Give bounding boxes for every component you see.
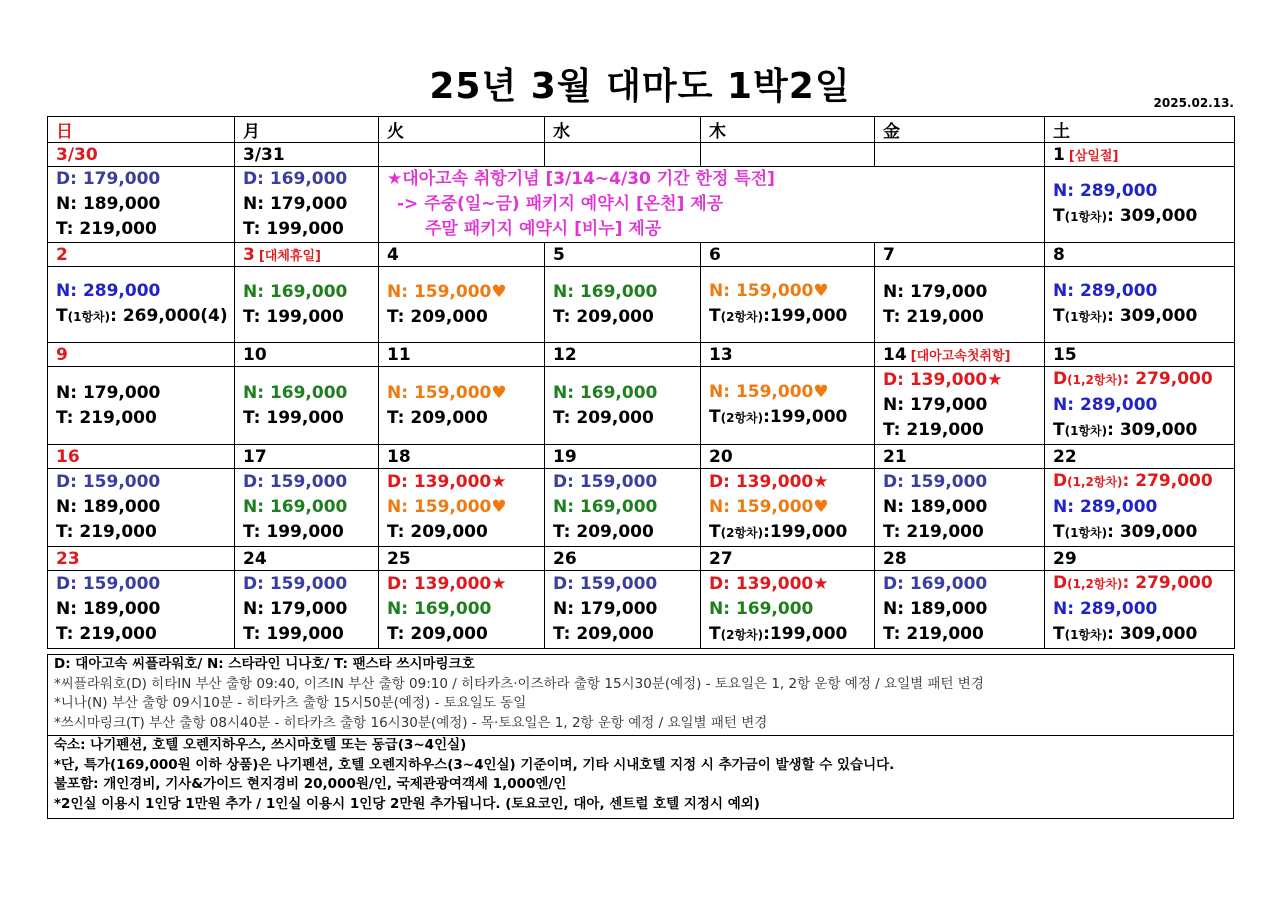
- price-line: T: 199,000: [243, 219, 344, 239]
- promo-notice: [379, 167, 1045, 243]
- price-line: N: 289,000: [1053, 181, 1158, 201]
- price-value: : 309,000: [1107, 206, 1198, 226]
- day-number: 7: [875, 243, 1045, 267]
- price-cell: [48, 469, 235, 547]
- price-line: N: 169,000: [553, 497, 658, 517]
- price-cell: [235, 367, 379, 445]
- weekday-header-row: [48, 117, 1235, 143]
- price-line: N: 169,000: [243, 281, 348, 302]
- price-line: T: 209,000: [553, 522, 654, 542]
- legend-line: *씨플라워호(D) 히타IN 부산 출항 09:40, 이즈IN 부산 출항 09:10 / 히타카츠·이즈하라 출항 15시30분(예정) - 토요일은 1, 2항 운항 예정 / 요일별 패턴 변경: [54, 675, 984, 692]
- week2-price-row: [48, 267, 1235, 343]
- price-line: D: 159,000: [553, 574, 658, 594]
- price-cell: [1045, 167, 1235, 243]
- calendar-table: [47, 116, 1235, 649]
- price-cell: [48, 167, 235, 243]
- price-line: D(1,2항차): 279,000: [1053, 573, 1213, 593]
- price-cell: [701, 469, 875, 547]
- day-number: 3/31: [235, 143, 379, 167]
- holiday-label: [대체휴일]: [258, 248, 321, 264]
- week4-price-row: [48, 469, 1235, 547]
- day-cell: [875, 343, 1045, 367]
- week3-date-row: [48, 343, 1235, 367]
- price-line: [56, 304, 234, 330]
- price-line: [709, 405, 874, 431]
- price-line: D: 139,000★: [883, 370, 1003, 390]
- week4-date-row: [48, 445, 1235, 469]
- price-cell: [545, 571, 701, 649]
- day-number: 14: [883, 344, 907, 365]
- price-line: D: 159,000: [243, 472, 348, 492]
- page-title: 25년 3월 대마도 1박2일: [429, 66, 851, 107]
- price-line: D: 159,000: [553, 472, 658, 492]
- day-number: 8: [1045, 243, 1235, 267]
- price-prefix: T: [709, 407, 721, 427]
- price-value: : 309,000: [1107, 522, 1198, 542]
- week5-price-row: [48, 571, 1235, 649]
- sailing-note: (1항차): [1064, 310, 1108, 324]
- price-line: D: 139,000★: [709, 573, 829, 594]
- promo-line: ★대아고속 취항기념 [3/14~4/30 기간 한정 특전]: [387, 169, 775, 189]
- price-line: D: 159,000: [243, 574, 348, 594]
- day-number: 28: [875, 547, 1045, 571]
- day-number: 29: [1045, 547, 1235, 571]
- price-value: :199,000: [763, 306, 848, 326]
- price-value: : 269,000(4): [110, 306, 228, 326]
- price-cell: [875, 367, 1045, 445]
- weekday-tue: 火: [379, 117, 545, 143]
- legend-line: D: 대아고속 씨플라워호/ N: 스타라인 니나호/ T: 팬스타 쓰시마링크호: [54, 656, 475, 672]
- price-line: T: 219,000: [56, 624, 157, 644]
- price-line: N: 189,000: [56, 497, 161, 517]
- price-line: T: 219,000: [56, 522, 157, 542]
- day-number: 15: [1045, 343, 1235, 367]
- price-prefix: T: [709, 306, 721, 326]
- day-number: 9: [48, 343, 235, 367]
- price-cell: [379, 571, 545, 649]
- sailing-note: (1,2항차): [1067, 577, 1123, 591]
- price-line: N: 169,000: [709, 598, 814, 619]
- price-line: N: 159,000♥: [387, 382, 507, 403]
- price-line: N: 159,000♥: [709, 281, 829, 301]
- day-number: 16: [48, 445, 235, 469]
- price-line: N: 179,000: [56, 382, 161, 403]
- sailing-note: (1항차): [67, 310, 111, 324]
- price-cell: [701, 367, 875, 445]
- price-line: N: 289,000: [1053, 281, 1158, 301]
- price-line: T: 209,000: [387, 624, 488, 644]
- day-number: 21: [875, 445, 1045, 469]
- price-value: : 279,000: [1122, 471, 1213, 491]
- price-line: T: 209,000: [387, 306, 488, 327]
- price-line: D: 139,000★: [387, 574, 507, 594]
- price-line: T: 219,000: [883, 624, 984, 644]
- price-line: N: 169,000: [387, 599, 492, 619]
- price-line: N: 179,000: [553, 599, 658, 619]
- week1-date-row: [48, 143, 1235, 167]
- price-line: T: 219,000: [883, 522, 984, 542]
- sailing-note: (2항차): [720, 411, 764, 425]
- price-prefix: T: [709, 623, 721, 644]
- price-cell: [545, 367, 701, 445]
- price-cell: [1045, 367, 1235, 445]
- price-line: N: 189,000: [56, 599, 161, 619]
- weekday-wed: 水: [545, 117, 701, 143]
- price-cell: [235, 571, 379, 649]
- price-cell: [1045, 571, 1235, 649]
- price-line: T: 209,000: [553, 407, 654, 428]
- price-line: N: 289,000: [1053, 395, 1158, 415]
- day-number: [379, 143, 545, 167]
- price-cell: [701, 571, 875, 649]
- price-line: N: 169,000: [243, 497, 348, 517]
- day-number: 5: [545, 243, 701, 267]
- price-line: N: 179,000: [883, 281, 988, 302]
- price-line: T: 209,000: [387, 407, 488, 428]
- holiday-label: [대아고속첫취항]: [910, 348, 1011, 364]
- price-value: :199,000: [763, 623, 848, 644]
- price-line: D: 139,000★: [709, 471, 829, 492]
- price-line: T: 219,000: [883, 306, 984, 327]
- price-line: D: 139,000★: [387, 472, 507, 492]
- sailing-note: (1항차): [1064, 526, 1108, 540]
- price-line: T: 199,000: [243, 522, 344, 542]
- day-number: 24: [235, 547, 379, 571]
- day-number: [701, 143, 875, 167]
- price-line: N: 179,000: [243, 599, 348, 619]
- price-line: D: 169,000: [883, 574, 988, 594]
- day-number: 25: [379, 547, 545, 571]
- price-line: N: 189,000: [883, 599, 988, 619]
- sailing-note: (1항차): [1064, 628, 1108, 642]
- price-line: T: 209,000: [387, 522, 488, 542]
- price-line: D: 179,000: [56, 169, 161, 189]
- day-number: [875, 143, 1045, 167]
- accommodation-info-box: [47, 735, 1234, 819]
- day-number: 6: [701, 243, 875, 267]
- price-cell: [875, 571, 1045, 649]
- info-line: 불포함: 개인경비, 기사&가이드 현지경비 20,000원/인, 국제관광여객세 1,000엔/인: [54, 776, 567, 792]
- price-line: N: 179,000: [243, 194, 348, 214]
- holiday-label: [삼일절]: [1068, 148, 1119, 164]
- ferry-legend-box: [47, 654, 1234, 736]
- price-cell: [545, 469, 701, 547]
- price-cell: [379, 367, 545, 445]
- week1-price-row: [48, 167, 1235, 243]
- price-line: D(1,2항차): 279,000: [1053, 471, 1213, 491]
- legend-line: *쓰시마링크(T) 부산 출항 08시40분 - 히타카츠 출항 16시30분(예정) - 목·토요일은 1, 2항 운항 예정 / 요일별 패턴 변경: [54, 714, 768, 731]
- price-value: :199,000: [763, 407, 848, 427]
- price-line: [709, 304, 874, 330]
- price-line: T: 209,000: [553, 306, 654, 327]
- price-line: [1053, 304, 1234, 330]
- day-number: 11: [379, 343, 545, 367]
- price-value: : 279,000: [1122, 573, 1213, 593]
- legend-line: *니나(N) 부산 출항 09시10분 - 히타카츠 출항 15시50분(예정) - 토요일도 동일: [54, 695, 527, 711]
- price-line: D: 159,000: [56, 472, 161, 492]
- price-line: D: 159,000: [883, 472, 988, 492]
- price-line: N: 169,000: [553, 382, 658, 403]
- price-line: T: 219,000: [56, 407, 157, 428]
- price-cell: [235, 469, 379, 547]
- weekday-fri: 金: [875, 117, 1045, 143]
- price-line: [1053, 418, 1234, 444]
- price-line: N: 289,000: [1053, 599, 1158, 619]
- info-line: *단, 특가(169,000원 이하 상품)은 나기펜션, 호텔 오렌지하우스(3~4인실) 기준이며, 기타 시내호텔 지정 시 추가금이 발생할 수 있습니다.: [54, 756, 895, 773]
- price-line: [1053, 204, 1234, 230]
- weekday-sat: 土: [1045, 117, 1235, 143]
- price-cell: [545, 267, 701, 343]
- day-number: 23: [48, 547, 235, 571]
- day-number: 26: [545, 547, 701, 571]
- info-line: *2인실 이용시 1인당 1만원 추가 / 1인실 이용시 1인당 2만원 추가됩니다. (토요코인, 대아, 센트럴 호텔 지정시 예외): [54, 795, 760, 812]
- price-line: T: 209,000: [553, 624, 654, 644]
- week2-date-row: [48, 243, 1235, 267]
- price-cell: [1045, 469, 1235, 547]
- price-value: : 309,000: [1107, 624, 1198, 644]
- weekday-sun: 日: [48, 117, 235, 143]
- price-line: D: 169,000: [243, 169, 348, 189]
- price-prefix: T: [1053, 624, 1065, 644]
- day-number: 20: [701, 445, 875, 469]
- price-line: N: 289,000: [1053, 497, 1158, 517]
- day-number: 12: [545, 343, 701, 367]
- price-line: D: 159,000: [56, 574, 161, 594]
- price-line: N: 189,000: [883, 497, 988, 517]
- sailing-note: (2항차): [720, 310, 764, 324]
- day-number: 3: [243, 244, 255, 265]
- weekday-mon: 月: [235, 117, 379, 143]
- sailing-note: (1,2항차): [1067, 373, 1123, 387]
- day-number: 18: [379, 445, 545, 469]
- price-cell: [701, 267, 875, 343]
- price-prefix: T: [709, 521, 721, 542]
- price-cell: [48, 367, 235, 445]
- price-prefix: T: [1053, 206, 1065, 226]
- price-line: N: 159,000♥: [387, 281, 507, 302]
- price-line: T: 199,000: [243, 407, 344, 428]
- price-line: N: 189,000: [56, 194, 161, 214]
- info-line: 숙소: 나기펜션, 호텔 오렌지하우스, 쓰시마호텔 또는 동급(3~4인실): [54, 737, 467, 753]
- price-cell: [235, 167, 379, 243]
- price-cell: [379, 267, 545, 343]
- sailing-note: (2항차): [720, 627, 764, 642]
- price-cell: [875, 267, 1045, 343]
- price-line: N: 169,000: [553, 281, 658, 302]
- day-number: 27: [701, 547, 875, 571]
- week5-date-row: [48, 547, 1235, 571]
- price-line: N: 159,000♥: [709, 496, 829, 517]
- day-cell: [1045, 143, 1235, 167]
- sailing-note: (1항차): [1064, 210, 1108, 224]
- price-line: [1053, 622, 1234, 648]
- sailing-note: (1항차): [1064, 424, 1108, 438]
- price-line: N: 159,000♥: [709, 382, 829, 402]
- price-value: : 309,000: [1107, 306, 1198, 326]
- price-cell: [235, 267, 379, 343]
- price-line: [709, 520, 874, 546]
- day-number: 3/30: [48, 143, 235, 167]
- price-cell: [48, 267, 235, 343]
- day-number: 17: [235, 445, 379, 469]
- price-cell: [1045, 267, 1235, 343]
- day-number: 19: [545, 445, 701, 469]
- price-value: : 279,000: [1122, 369, 1213, 389]
- price-prefix: T: [1053, 306, 1065, 326]
- day-number: 22: [1045, 445, 1235, 469]
- price-cell: [379, 469, 545, 547]
- promo-line: 주말 패키지 예약시 [비누] 제공: [425, 219, 662, 239]
- day-number: 2: [48, 243, 235, 267]
- price-value: : 309,000: [1107, 420, 1198, 440]
- day-cell: [235, 243, 379, 267]
- price-line: T: 199,000: [243, 624, 344, 644]
- price-line: T: 219,000: [883, 420, 984, 440]
- price-prefix: T: [1053, 522, 1065, 542]
- weekday-thu: 木: [701, 117, 875, 143]
- sailing-note: (2항차): [720, 525, 764, 540]
- sailing-note: (1,2항차): [1067, 475, 1123, 489]
- price-prefix: T: [1053, 420, 1065, 440]
- price-line: [1053, 520, 1234, 546]
- promo-line: -> 주중(일~금) 패키지 예약시 [온천] 제공: [397, 194, 724, 214]
- price-line: N: 289,000: [56, 281, 161, 301]
- price-line: [709, 622, 874, 648]
- price-line: N: 159,000♥: [387, 497, 507, 517]
- price-line: T: 199,000: [243, 306, 344, 327]
- price-line: N: 169,000: [243, 382, 348, 403]
- day-number: 13: [701, 343, 875, 367]
- price-value: :199,000: [763, 521, 848, 542]
- week3-price-row: [48, 367, 1235, 445]
- day-number: 4: [379, 243, 545, 267]
- price-line: N: 179,000: [883, 395, 988, 415]
- day-number: 10: [235, 343, 379, 367]
- price-cell: [48, 571, 235, 649]
- price-line: T: 219,000: [56, 219, 157, 239]
- day-number: 1: [1053, 144, 1065, 165]
- price-line: D(1,2항차): 279,000: [1053, 369, 1213, 389]
- day-number: [545, 143, 701, 167]
- price-cell: [875, 469, 1045, 547]
- price-prefix: T: [56, 306, 68, 326]
- document-date: 2025.02.13.: [1153, 96, 1234, 110]
